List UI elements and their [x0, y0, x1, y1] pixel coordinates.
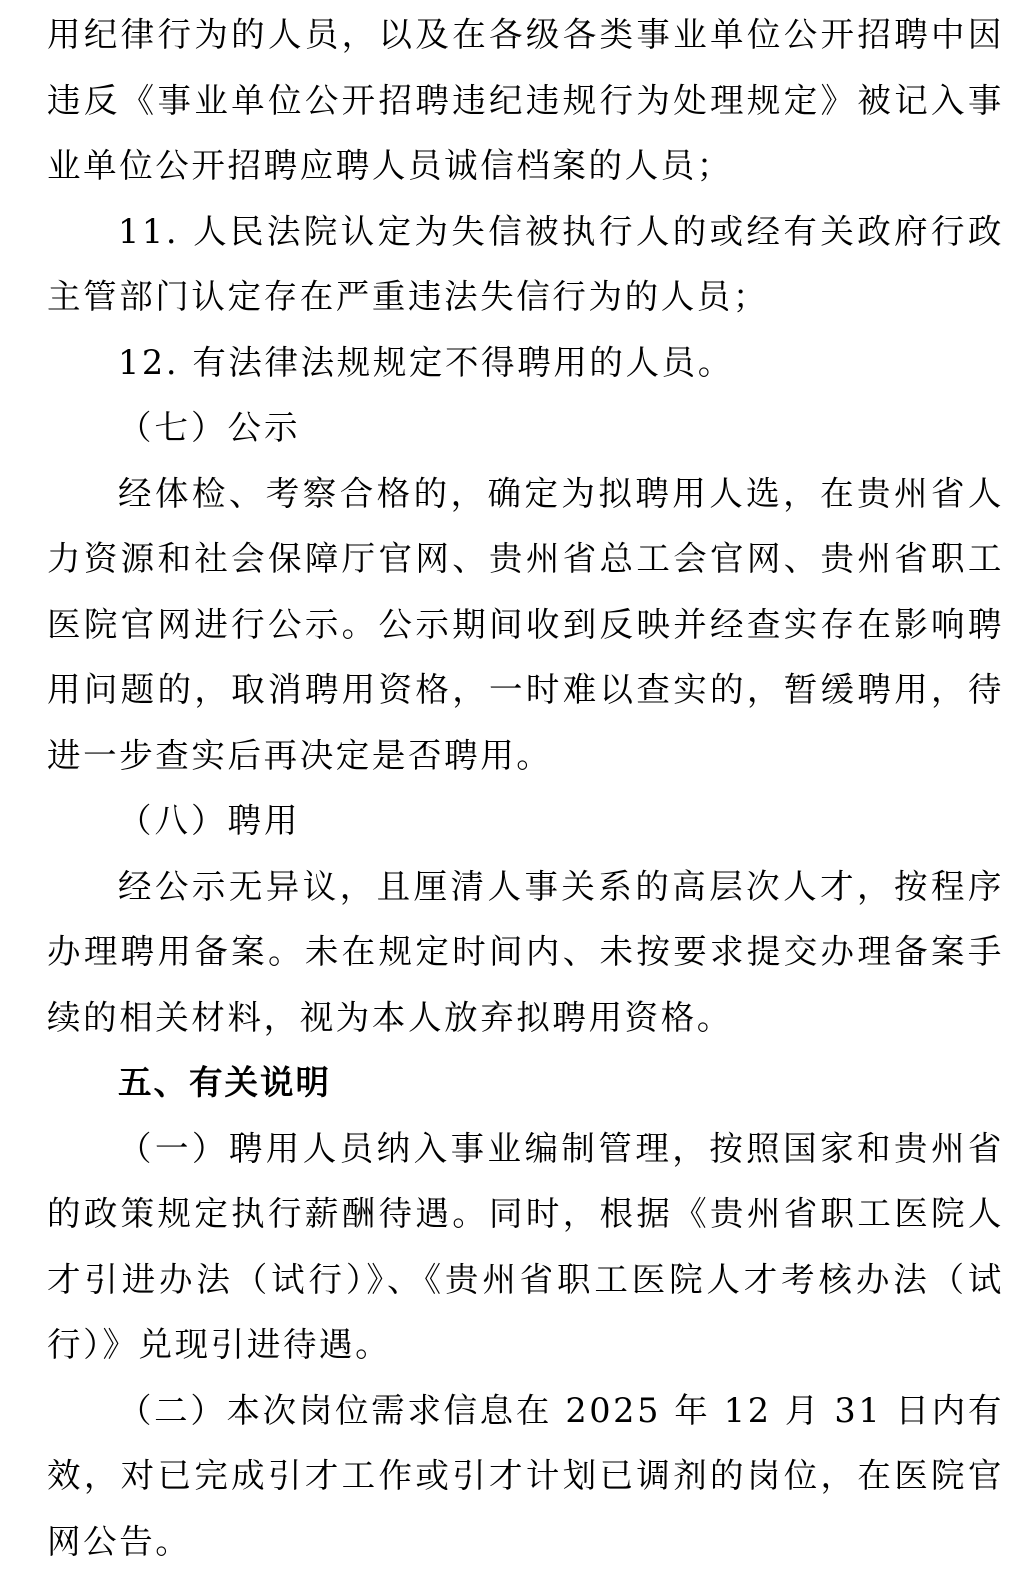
paragraph-note-1: （一）聘用人员纳入事业编制管理，按照国家和贵州省的政策规定执行薪酬待遇。同时，根据《贵州省职工医院人才引进办法（试行）》、《贵州省职工医院人才考核办法（试行）》兑现引进待遇。	[47, 1116, 1004, 1378]
paragraph-disqualified-persons: 用纪律行为的人员，以及在各级各类事业单位公开招聘中因违反《事业单位公开招聘违纪违规行为处理规定》被记入事业单位公开招聘应聘人员诚信档案的人员；	[47, 2, 1004, 199]
subheading-employment: （八）聘用	[47, 788, 1004, 854]
paragraph-publicity: 经体检、考察合格的，确定为拟聘用人选，在贵州省人力资源和社会保障厅官网、贵州省总工会官网、贵州省职工医院官网进行公示。公示期间收到反映并经查实存在影响聘用问题的，取消聘用资格，一时难以查实的，暂缓聘用，待进一步查实后再决定是否聘用。	[47, 461, 1004, 789]
section-heading-notes: 五、有关说明	[47, 1050, 1004, 1116]
list-item-12: 12. 有法律法规规定不得聘用的人员。	[47, 330, 1004, 396]
subheading-publicity: （七）公示	[47, 395, 1004, 461]
paragraph-note-2: （二）本次岗位需求信息在 2025 年 12 月 31 日内有效，对已完成引才工作或引才计划已调剂的岗位，在医院官网公告。	[47, 1378, 1004, 1574]
paragraph-employment: 经公示无异议，且厘清人事关系的高层次人才，按程序办理聘用备案。未在规定时间内、未按要求提交办理备案手续的相关材料，视为本人放弃拟聘用资格。	[47, 854, 1004, 1051]
list-item-11: 11. 人民法院认定为失信被执行人的或经有关政府行政主管部门认定存在严重违法失信行为的人员；	[47, 199, 1004, 330]
